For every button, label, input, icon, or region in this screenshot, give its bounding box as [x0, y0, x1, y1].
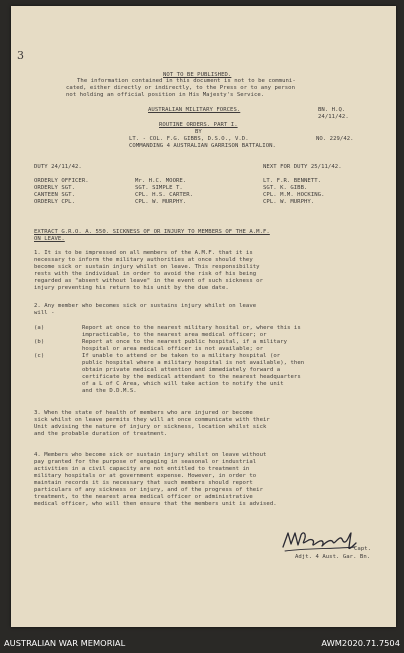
para4-line: activities in a civil capacity are not entitled to treatment in: [34, 466, 250, 472]
sub-item-line: Report at once to the nearest military hosital or, where this is: [82, 325, 301, 331]
para3-line: 3. When the state of health of members who are injured or become: [34, 410, 253, 416]
duty-current: SGT. SIMPLE T.: [135, 185, 183, 191]
header-note-line: not holding an official position in His Majesty's Service.: [66, 92, 265, 98]
date-ref: 24/11/42.: [318, 114, 349, 120]
para3-line: Unit advising the nature of injury or sickness, location whilst sick: [34, 424, 267, 430]
signature-title: Adjt. 4 Aust. Gar. Bn.: [295, 554, 371, 560]
header-note-line: cated, either directly or indirectly, to the Press or to any person: [66, 85, 295, 91]
sub-item-line: Report at once to the nearest public hospital, if a military: [82, 339, 288, 345]
duty-next: SGT. K. GIBB.: [263, 185, 308, 191]
extract-heading: ON LEAVE.: [34, 236, 65, 242]
battalion: COMMANDING 4 AUSTRALIAN GARRISON BATTALION.: [129, 143, 276, 149]
sub-item-line: hospital or area medical officer is not available; or: [82, 346, 264, 352]
para1-line: necessary to inform the military authorities at once should they: [34, 257, 253, 263]
duty-current: CPL. H.S. CARTER.: [135, 192, 194, 198]
para3-line: sick whilst on leave permits they will at once communicate with their: [34, 417, 270, 423]
order-number: NO. 229/42.: [316, 136, 354, 142]
duty-current: Mr. H.C. MOORE.: [135, 178, 187, 184]
duty-role: CANTEEN SGT.: [34, 192, 76, 198]
para3-line: and the probable duration of treatment.: [34, 431, 168, 437]
commander: LT. - COL. F.G. GIBBS, D.S.O., V.D.: [129, 136, 249, 142]
para1-line: 1. It is to be impressed on all members of the A.M.F. that it is: [34, 250, 253, 256]
para1-line: injury preventing his return to his unit by the due date.: [34, 285, 229, 291]
sub-item-line: and the D.D.M.S.: [82, 388, 137, 394]
routine-orders-title: ROUTINE ORDERS. PART I.: [159, 122, 238, 128]
footer-bar: [0, 633, 404, 653]
sub-item-line: obtain private medical attention and immediately forward a: [82, 367, 281, 373]
sub-item-line: of a L of C Area, which will take action to notify the unit: [82, 381, 284, 387]
extract-heading: EXTRACT G.R.O. A. 550. SICKNESS OF OR INJURY TO MEMBERS OF THE A.M.F.: [34, 229, 270, 235]
sub-item-label: (c): [34, 353, 45, 359]
next-duty-label: NEXT FOR DUTY 25/11/42.: [263, 164, 342, 170]
footer-collection-name: AUSTRALIAN WAR MEMORIAL: [4, 638, 126, 648]
duty-next: LT. F.R. BENNETT.: [263, 178, 322, 184]
duty-label: DUTY 24/11/42.: [34, 164, 82, 170]
by-label: BY: [195, 129, 202, 135]
para4-line: treatment, to the nearest area medical officer or administrative: [34, 494, 253, 500]
sub-item-line: public hospital where a military hospital is not available), then: [82, 360, 305, 366]
sub-item-line: certificate by the medical attendant to the nearest headquarters: [82, 374, 301, 380]
para4-line: pay granted for the purpose of engaging in seasonal or industrial: [34, 459, 257, 465]
para4-line: particulars of any sickness or injury, and of the progress of their: [34, 487, 263, 493]
footer-accession-number: AWM2020.71.7504: [321, 638, 400, 648]
duty-role: ORDERLY CPL.: [34, 199, 76, 205]
hq-ref: BN. H.Q.: [318, 107, 346, 113]
para4-line: medical officer, who will then ensure that the members unit is advised.: [34, 501, 277, 507]
para4-line: maintain records it is necessary that such members should report: [34, 480, 253, 486]
para1-line: rests with the individual in order to avoid the risk of his being: [34, 271, 257, 277]
sub-item-label: (b): [34, 339, 45, 345]
duty-role: ORDERLY OFFICER.: [34, 178, 89, 184]
header-note-title: NOT TO BE PUBLISHED.: [163, 72, 232, 78]
para1-line: become sick or sustain injury whilst on leave. This responsibility: [34, 264, 260, 270]
header-note-line: The information contained in this document is not to be communi-: [77, 78, 296, 84]
para4-line: military hospitals or at government expense. However, in order to: [34, 473, 257, 479]
unit-title: AUSTRALIAN MILITARY FORCES.: [148, 107, 241, 113]
handwritten-signature: [279, 529, 359, 555]
sub-item-label: (a): [34, 325, 45, 331]
sub-item-line: impracticable, to the nearest area medical officer; or: [82, 332, 267, 338]
duty-next: CPL. W. MURPHY.: [263, 199, 315, 205]
duty-current: CPL. W. MURPHY.: [135, 199, 187, 205]
document-page: [11, 6, 396, 627]
para1-line: regarded as "absent without leave" in the event of such sickness or: [34, 278, 263, 284]
duty-role: ORDERLY SGT.: [34, 185, 76, 191]
para2-line: 2. Any member who becomes sick or sustains injury whilst on leave: [34, 303, 257, 309]
signature-rank: Capt.: [354, 546, 372, 552]
sub-item-line: If unable to attend or be taken to a military hospital (or: [82, 353, 281, 359]
para2-line: will -: [34, 310, 55, 316]
para4-line: 4. Members who become sick or sustain injury whilst on leave without: [34, 452, 267, 458]
page-number: 3: [17, 49, 24, 62]
duty-next: CPL. M.M. HOCKING.: [263, 192, 325, 198]
